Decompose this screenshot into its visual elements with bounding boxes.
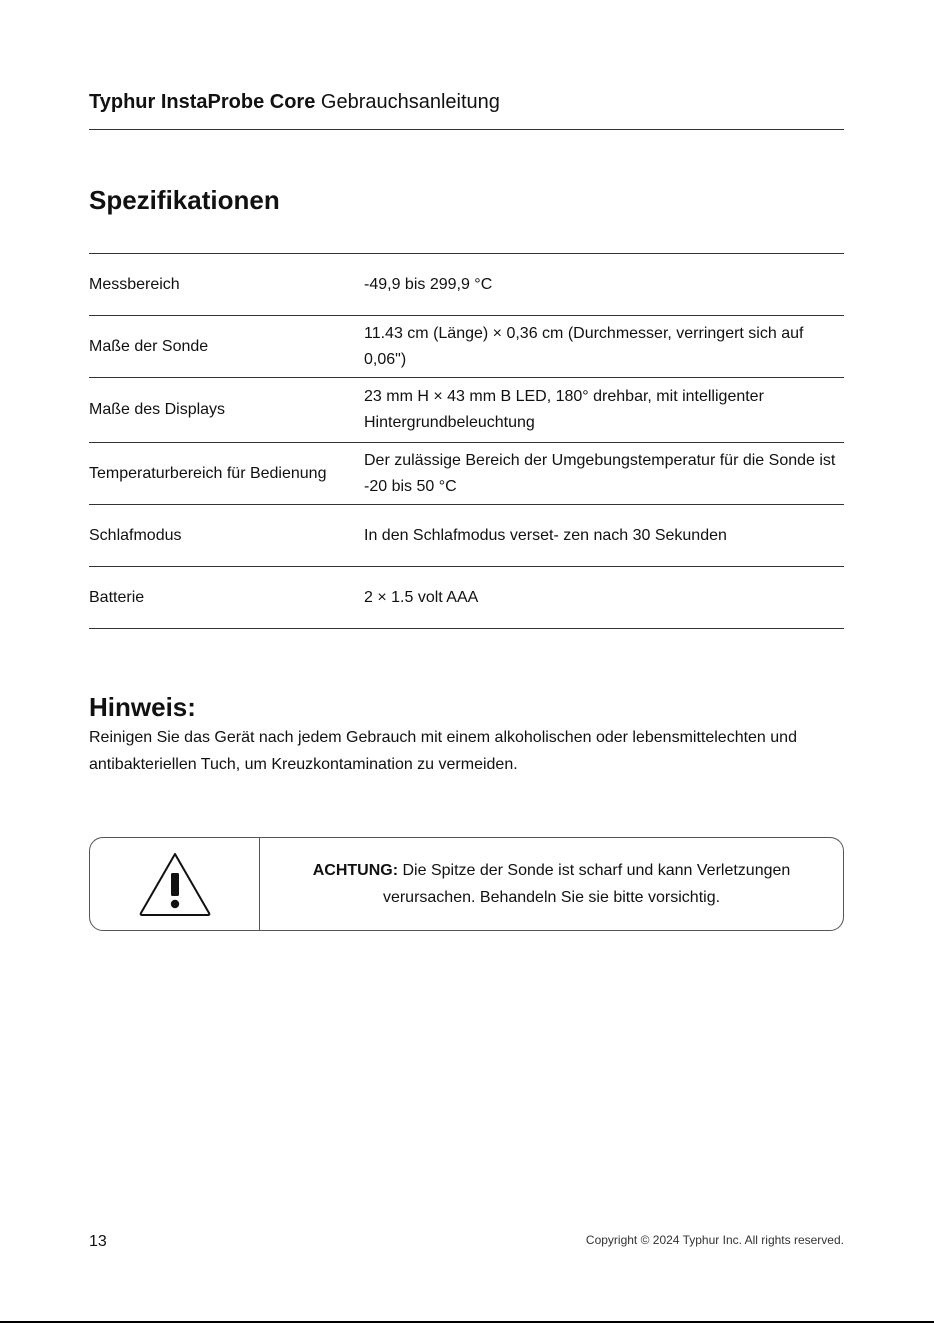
table-row: [89, 378, 844, 443]
spec-label: Schlafmodus: [89, 526, 182, 544]
spec-label: Maße der Sonde: [89, 337, 209, 355]
note-title: Hinweis:: [89, 692, 196, 722]
table-row: [89, 567, 844, 629]
warning-text: Die Spitze der Sonde ist scharf und kann Verletzungen verursachen. Behandeln Sie sie bitte vorsichtig.: [382, 862, 791, 906]
warning-text-cell: [260, 838, 843, 930]
spec-table: [89, 253, 844, 629]
spec-value: Der zulässige Bereich der Umgebungstemperatur für die Sonde ist -20 bis 50 °C: [364, 451, 836, 495]
copyright-notice: Copyright © 2024 Typhur Inc. All rights reserved.: [585, 1233, 844, 1247]
spec-value: 23 mm H × 43 mm B LED, 180° drehbar, mit intelligenter Hintergrundbeleuchtung: [364, 388, 764, 431]
specs-title: Spezifikationen: [89, 185, 280, 215]
warning-box: [89, 837, 844, 931]
header-subtitle: Gebrauchsanleitung: [320, 91, 500, 113]
spec-value: -49,9 bis 299,9 °C: [364, 275, 493, 293]
spec-value: 2 × 1.5 volt AAA: [364, 588, 479, 606]
table-row: [89, 443, 844, 505]
spec-label: Batterie: [89, 588, 145, 606]
note-text: Reinigen Sie das Gerät nach jedem Gebrauch mit einem alkoholischen oder lebensmittelechten und antibakteriellen Tuch, um Kreuzkontamination zu vermeiden.: [89, 729, 797, 773]
header-brand: Typhur InstaProbe Core: [89, 91, 316, 113]
spec-value: In den Schlafmodus verset- zen nach 30 Sekunden: [364, 526, 727, 544]
warning-icon-cell: [90, 838, 260, 930]
spec-label: Messbereich: [89, 275, 180, 293]
spec-value: 11.43 cm (Länge) × 0,36 cm (Durchmesser, verringert sich auf 0,06"): [364, 324, 804, 368]
table-row: [89, 505, 844, 567]
page-header: [89, 88, 844, 116]
header-divider: [89, 129, 844, 130]
warning-label: ACHTUNG:: [312, 862, 399, 879]
table-row: [89, 316, 844, 378]
spec-label: Temperaturbereich für Bedienung: [89, 464, 327, 482]
spec-label: Maße des Displays: [89, 401, 226, 418]
page-number: 13: [89, 1233, 107, 1250]
warning-message: [280, 857, 823, 911]
table-row: [89, 254, 844, 316]
warning-triangle-icon: [138, 851, 212, 917]
